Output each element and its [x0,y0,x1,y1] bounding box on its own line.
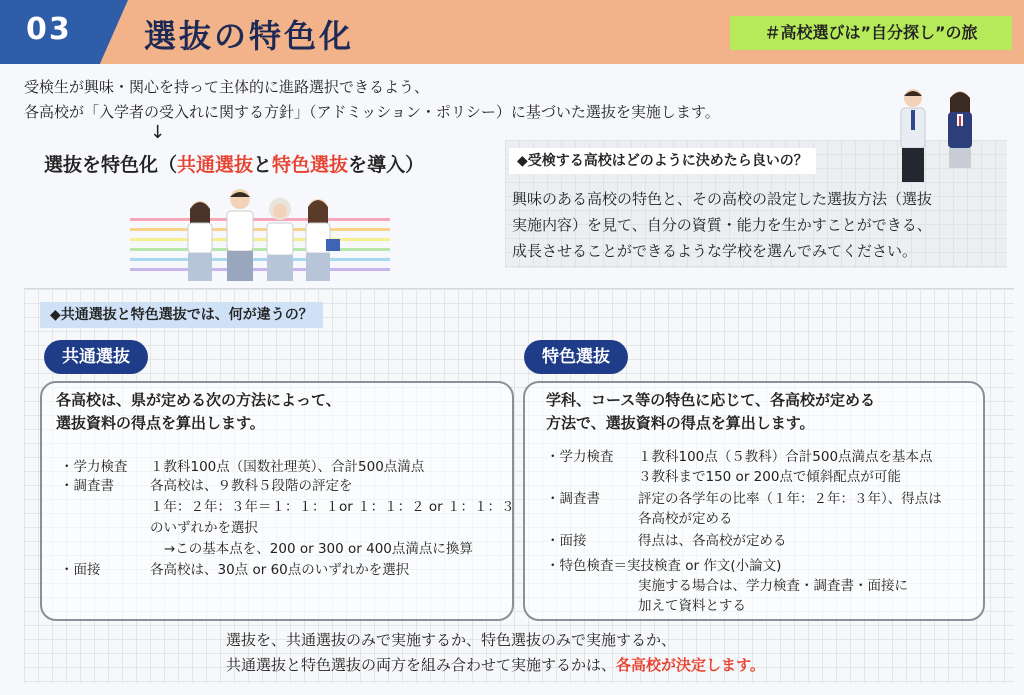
special-row-3-text: 評定の各学年の比率（１年：２年：３年）、得点は [638,491,942,507]
bottom-note-2 [226,654,765,675]
question-heading: ◆受検する高校はどのように決めたら良いの？ [509,148,816,174]
intro-line-1: 受検生が興味・関心を持って主体的に進路選択できるよう、 [24,78,430,96]
special-row-8-text: 加えて資料とする [638,598,746,614]
special-row-5-text: 得点は、各高校が定める [638,533,787,549]
answer-line-3: 成長させることができるような学校を選んでみてください。 [512,242,918,260]
girl-figure [948,91,972,168]
special-row-5-item: ・面接 [546,533,587,549]
bottom-note-1: 選抜を、共通選抜のみで実施するか、特色選抜のみで実施するか、 [226,631,677,649]
common-row-3-text: １年：２年：３年＝１：１：１or １：１：２ or １：１：３ [150,499,515,515]
students-illustration [130,183,390,283]
common-row-1-text: １教科100点（国数社理英）、合計500点満点 [150,459,425,475]
intro-line-2: 各高校が「入学者の受入れに関する方針」（アドミッション・ポリシー）に基づいた選抜を実施します。 [24,103,720,121]
student-3 [267,198,293,281]
special-head-2: 方法で、選抜資料の得点を算出します。 [546,414,815,432]
rainbow-stripes [130,218,390,271]
common-row-5-text: →この基本点を、200 or 300 or 400点満点に換算 [164,541,473,557]
common-head-2: 選抜資料の得点を算出します。 [56,414,265,432]
common-row-1-item: ・学力検査 [60,459,128,475]
common-head-1: 各高校は、県が定める次の方法によって、 [56,391,341,409]
special-box-heading [546,389,875,435]
common-row-6-text: 各高校は、30点 or 60点のいずれかを選択 [150,562,410,578]
common-box-heading [56,389,341,435]
page-title: 選抜の特色化 [144,17,355,55]
common-row-4-text: のいずれかを選択 [150,520,258,536]
headline-post: を導入） [348,154,425,176]
special-row-3-item: ・調査書 [546,491,600,507]
down-arrow-icon: ↓ [150,122,166,143]
bottom-note-2-text: 共通選抜と特色選抜の両方を組み合わせて実施するかは、 [226,656,617,674]
boy-figure [901,89,925,182]
student-2 [227,189,253,281]
special-row-2-text: ３教科まで150 or 200点で傾斜配点が可能 [638,469,901,485]
answer-line-1: 興味のある高校の特色と、その高校の設定した選抜方法（選抜 [512,190,933,208]
question-answer [512,186,1000,264]
section-number: 03 [26,12,72,47]
common-selection-label: 共通選抜 [44,340,148,374]
comparison-heading: ◆共通選抜と特色選抜では、何が違うの？ [40,302,323,328]
common-row-2-text: 各高校は、９教科５段階の評定を [150,478,353,494]
special-selection-label: 特色選抜 [524,340,628,374]
bottom-note-2-emphasis: 各高校が決定します。 [616,656,765,674]
headline-and: と [253,154,273,176]
student-1 [188,201,212,281]
common-row-2-item: ・調査書 [60,478,114,494]
headline-common: 共通選抜 [177,154,254,176]
headline-pre: 選抜を特色化（ [44,154,178,176]
couple-illustration [888,84,988,184]
special-row-1-item: ・学力検査 [546,449,614,465]
common-row-6-item: ・面接 [60,562,101,578]
special-row-1-text: １教科100点（５教科）合計500点満点を基本点 [638,449,933,465]
special-row-7-text: 実施する場合は、学力検査・調査書・面接に [638,578,908,594]
answer-line-2: 実施内容）を見て、自分の資質・能力を生かすことができる、 [512,216,932,234]
special-row-6-item: ・特色検査＝実技検査 or 作文(小論文) [546,558,782,574]
headline-special: 特色選抜 [272,154,349,176]
special-head-1: 学科、コース等の特色に応じて、各高校が定める [546,391,875,409]
hashtag-badge: ＃高校選びは”自分探し”の旅 [730,16,1012,50]
special-row-4-text: 各高校が定める [638,511,733,527]
headline [44,150,424,177]
